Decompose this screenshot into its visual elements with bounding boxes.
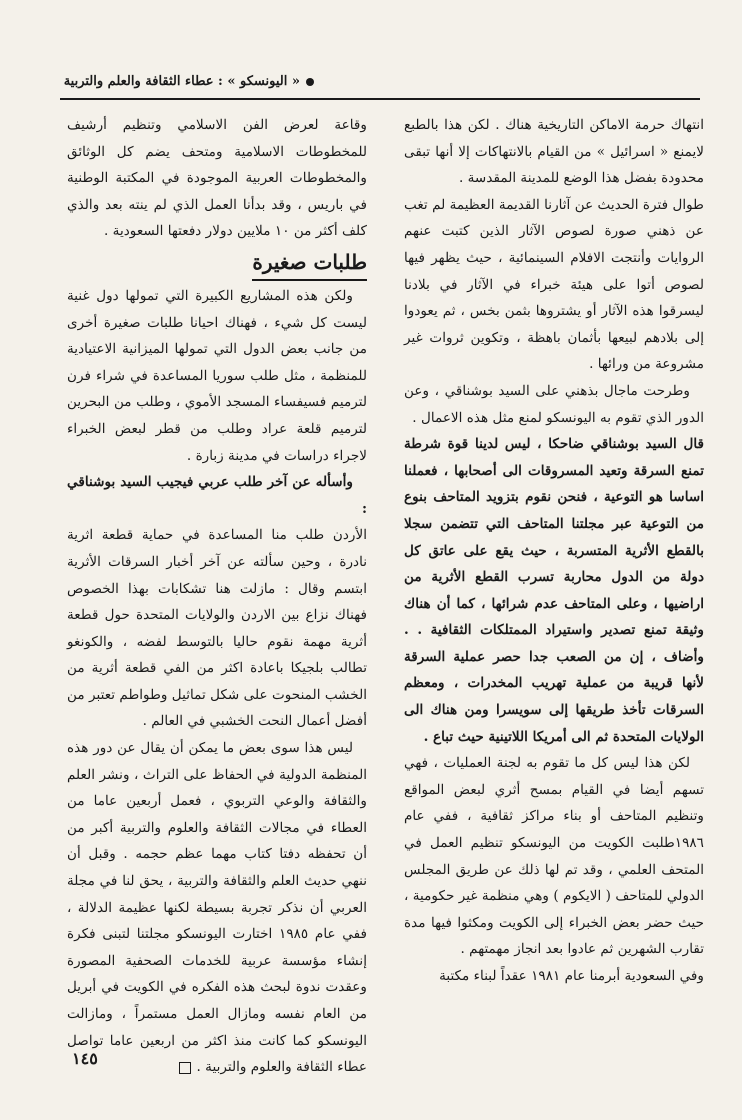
paragraph: طوال فترة الحديث عن آثارنا القديمة العظيمة لم تغب عن ذهني صورة لصوص الآثار الذين كتبت عنهم الروايات وأنتجت الافلام السينمائية ، حيث يظهر فيها لصوص أتوا على هيئة خبراء في الآثار في بلادنا ليسرقوا هذه الآثار أو يشتروها بثمن بخس ، ثم يعودوا إلى بلادهم لبيعها بأثمان باهظة ، وتكوين ثروات غير مشروعة من ورائها . xyxy=(404,196,704,373)
header-title: « اليونسكو » : عطاء الثقافة والعلم والتربية xyxy=(63,74,300,89)
paragraph: وأسأله عن آخر طلب عربي فيجيب السيد بوشناقي : xyxy=(67,474,367,517)
paragraph-final xyxy=(67,735,367,1081)
bullet-icon xyxy=(306,78,314,86)
paragraph: انتهاك حرمة الاماكن التاريخية هناك . لكن هذا بالطبع لايمنع « اسرائيل » من القيام بالانتهاكات إلا أنها تبقى محدودة بفضل هذا الوضع للمدينة المقدسة . xyxy=(404,117,704,187)
paragraph: وفي السعودية أبرمنا عام ١٩٨١ عقداً لبناء مكتبة xyxy=(439,968,704,984)
subheading-wrap xyxy=(67,245,367,283)
paragraph: وطرحت ماجال بذهني على السيد بوشناقي ، وعن الدور الذي تقوم به اليونسكو لمنع مثل هذه الاعمال . xyxy=(404,382,704,426)
header-rule xyxy=(60,98,700,100)
subheading: طلبات صغيرة xyxy=(252,247,367,281)
paragraph: قال السيد بوشناقي ضاحكا ، ليس لدينا قوة شرطة تمنع السرقة وتعيد المسروقات الى أصحابها ، فعملنا اساسا هو التوعية ، فنحن نقوم بتزويد المتاحف بنوع من التوعية عبر مجلتنا المتاحف التي تتضمن سجلا بالقطع الأثرية المتسربة ، حيث يقع على عاتق كل دولة من الدول محاربة تسرب القطع الأثرية من اراضيها ، وعلى المتاحف عدم شرائها ، كما أن هناك وثيقة تمنع تصدير واستيراد الممتلكات الثقافية . . وأضاف ، إن من الصعب جدا حصر عملية السرقة لأنها قريبة من عملية تهريب المخدرات ، ومعظم السرقات تأخذ طريقها إلى سويسرا ومن هناك الى الولايات المتحدة ثم الى أمريكا اللاتينية حيث تباع . xyxy=(404,436,704,745)
paragraph: لكن هذا ليس كل ما تقوم به لجنة العمليات ، فهي تسهم أيضا في القيام بمسح أثري لبعض المواقع وتنظيم المتاحف أو بناء مراكز ثقافية ، ففي عام ١٩٨٦طلبت الكويت من اليونسكو تنظيم العمل في المتحف العلمي ، وقد تم لها ذلك عن طريق المجلس الدولي للمتاحف ( الايكوم ) وهي منظمة غير حكومية ، حيث حضر بعض الخبراء إلى الكويت ومكثوا فيها مدة تقارب الشهرين ثم عادوا بعد انجاز مهمتهم . xyxy=(404,755,704,958)
paragraph-final-text: ليس هذا سوى بعض ما يمكن أن يقال عن دور هذه المنظمة الدولية في الحفاظ على التراث ، ونشر العلم والثقافة والوعي التربوي ، فعمل أربعين عاما من العطاء في مجالات الثقافة والعلوم والتربية أكبر من أن تحفظه دفتا كتاب مهما عظم حجمه . وقبل أن ننهي حديث العلم والثقافة والتربية ، يحق لنا في مجلة العربي أن نذكر تجربة بسيطة لكنها عظيمة الدلالة ، ففي عام ١٩٨٥ اختارت اليونسكو مجلتنا لتبنى فكرة إنشاء مؤسسة عربية للخدمات الصحفية المصورة وعقدت ندوة لبحث هذه الفكره في الكويت في أبريل من العام نفسه ومازال العمل مستمراً ، ومازالت اليونسكو كما كانت منذ اكثر من اربعين عاما تواصل عطاء الثقافة والعلوم والتربية . xyxy=(67,740,367,1076)
paragraph: وقاعة لعرض الفن الاسلامي وتنظيم أرشيف للمخطوطات الاسلامية ومتحف يضم كل الوثائق والمخطوطات العربية الموجودة في المكتبة الوطنية في باريس ، وقد بدأنا العمل الذي لم ينته بعد والذي كلف أكثر من ١٠ ملايين دولار دفعتها السعودية . xyxy=(67,117,367,240)
end-mark-icon xyxy=(179,1062,191,1074)
running-header xyxy=(64,74,314,89)
paragraph: ولكن هذه المشاريع الكبيرة التي تمولها دول غنية ليست كل شيء ، فهناك احيانا طلبات صغيرة أخرى من جانب بعض الدول التي تمولها الميزانية الاعتيادية للمنظمة ، مثل طلب سوريا المساعدة في شراء فرن لترميم فسيفساء المسجد الأموي ، وطلب من البحرين لترميم قلعة عراد وطلب من قطر لبعض الخبراء لاجراء دراسات في مدينة زبارة . xyxy=(67,287,367,464)
page-number: ١٤٥ xyxy=(72,1049,98,1068)
right-column xyxy=(404,112,704,1032)
paragraph: الأردن طلب منا المساعدة في حماية قطعة اثرية نادرة ، وحين سألته عن آخر أخبار السرقات الأثرية ابتسم وقال : مازلت هنا تشكابات بهذا الخصوص فهناك نزاع بين الاردن والولايات المتحدة حول قطعة أثرية مهمة نقوم حاليا بالتوسط لفضه ، والكونغو تطالب بلجيكا باعادة اكثر من الفي قطعة أثرية من الخشب المنحوت على شكل تماثيل وطواطم تعتبر من أفضل أعمال النحت الخشبي في العالم . xyxy=(67,527,367,730)
